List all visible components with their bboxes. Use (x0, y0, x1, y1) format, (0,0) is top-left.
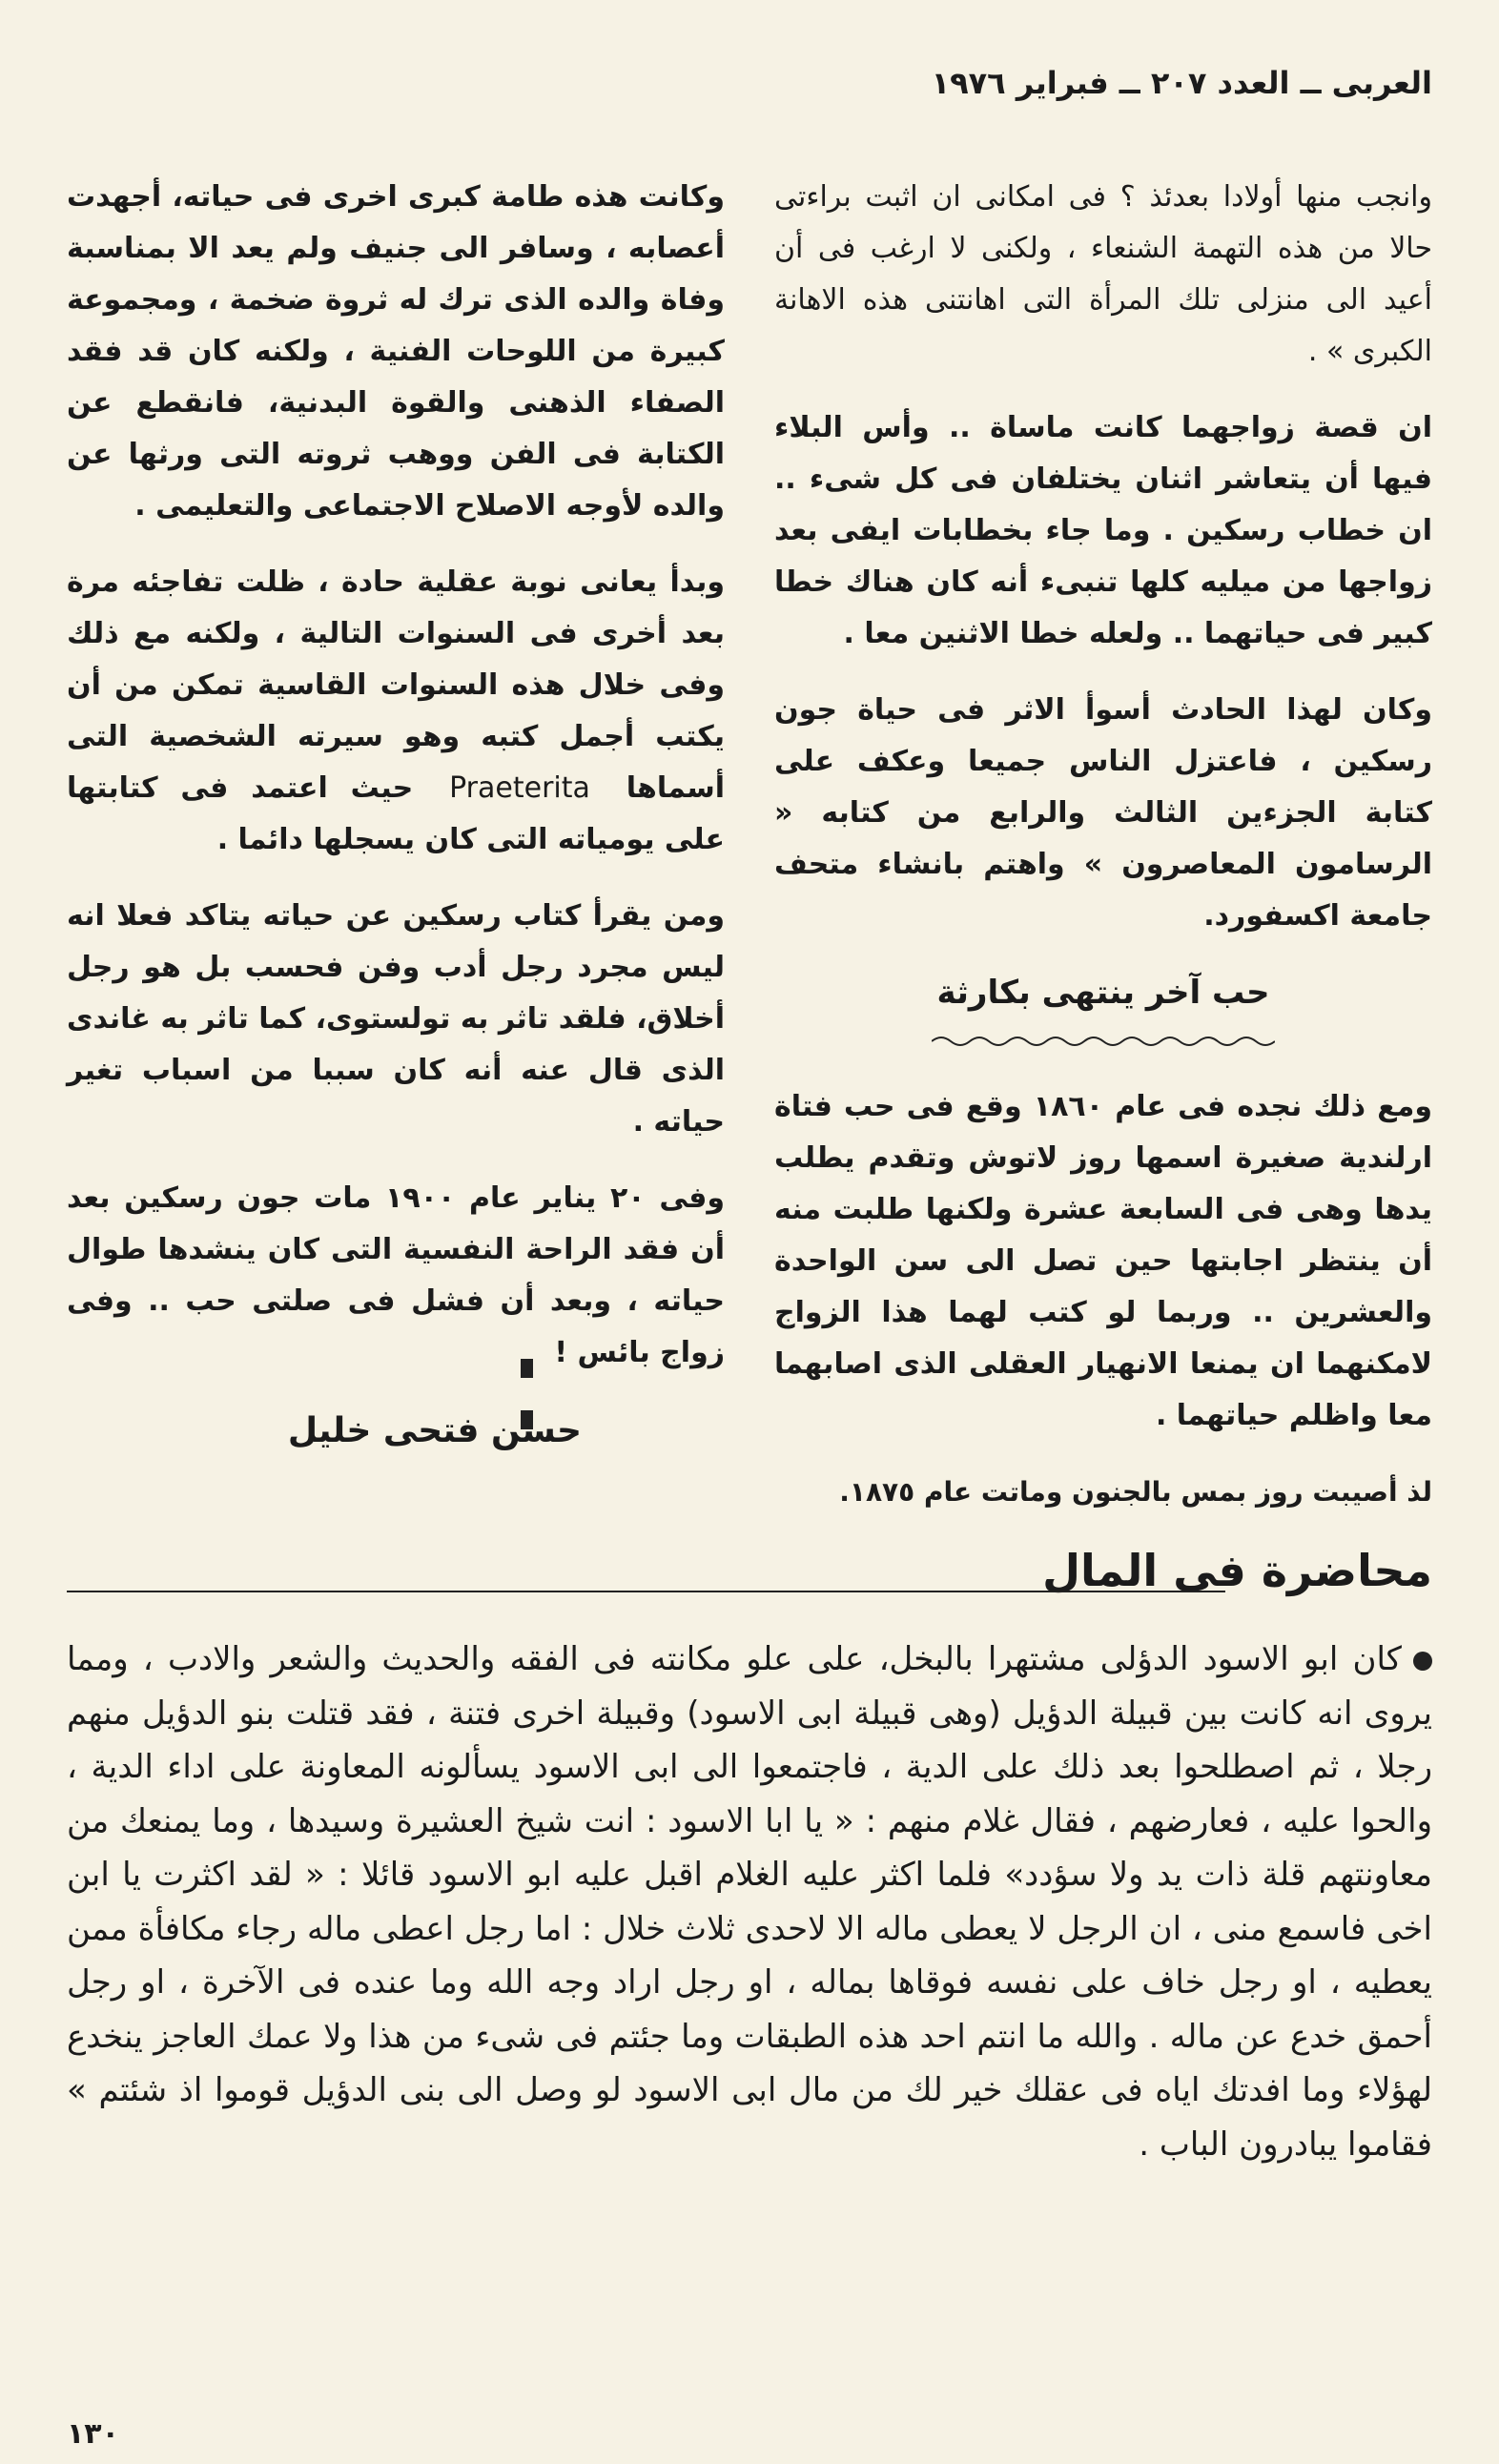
paragraph: وكان لهذا الحادث أسوأ الاثر فى حياة جون رسكين ، فاعتزل الناس جميعا وعكف على كتابة الجزءين الثالث والرابع من كتابه « الرسامون المعاصرون » واهتم بانشاء متحف جامعة اكسفورد. (774, 693, 1432, 933)
author-name: حسن فتحى خليل (287, 1411, 582, 1450)
subheading-block (774, 967, 1432, 1049)
page-number: ١٣٠ (67, 2417, 119, 2451)
section-rule (67, 1591, 1225, 1592)
section-body-text: كان ابو الاسود الدؤلى مشتهرا بالبخل، على علو مكانته فى الفقه والحديث والشعر والادب ، ومما يروى انه كانت بين قبيلة الدؤيل (وهى قبيلة ابى الاسود) وقبيلة اخرى فتنة ، فقد قتلت بنو الدؤيل منهم رجلا ، ثم اصطلحوا بعد ذلك على الدية ، فاجتمعوا الى ابى الاسود يسألونه المعاونة على اداء الدية ، والحوا عليه ، فعارضهم ، فقال غلام منهم : « يا ابا الاسود : انت شيخ العشيرة وسيدها ، وما يمنعك من معاونتهم قلة ذات يد ولا سؤدد» فلما اكثر عليه الغلام اقبل عليه ابو الاسود قائلا : « لقد اكثرت يا ابن اخى فاسمع منى ، ان الرجل لا يعطى ماله الا لاحدى ثلاث خلال : اما رجل اعطى ماله رجاء مكافأة ممن يعطيه ، او رجل خاف على نفسه فوقاها بماله ، او رجل اراد وجه الله وما عنده فى الآخرة ، او رجل أحمق خدع عن ماله . والله ما انتم احد هذه الطبقات وما جئتم فى شىء من هذا ولا عمك العاجز ينخدع لهؤلاء وما افدتك اياه فى عقلك خير لك من مال ابى الاسود لو وصل الى بنى الدؤيل قوموا اذ شئتم » فقاموا يبادرون الباب . (67, 1640, 1432, 2164)
paragraph: ان قصة زواجهما كانت ماساة .. وأس البلاء فيها أن يتعاشر اثنان يختلفان فى كل شىء .. ان خطاب رسكين . وما جاء بخطابات ايفى بعد زواجها من ميليه كلها تنبىء أنه كان هناك خطا كبير فى حياتهما .. ولعله خطا الاثنين معا . (774, 411, 1432, 650)
paragraph: وكانت هذه طامة كبرى اخرى فى حياته، أجهدت أعصابه ، وسافر الى جنيف ولم يعد الا بمناسبة وفاة والده الذى ترك له ثروة ضخمة ، ومجموعة كبيرة من اللوحات الفنية ، ولكنه كان قد فقد الصفاء الذهنى والقوة البدنية، فانقطع عن الكتابة فى الفن ووهب ثروته التى ورثها عن والده لأوجه الاصلاح الاجتماعى والتعليمى . (67, 180, 725, 523)
latin-title: Praeterita (449, 771, 590, 805)
right-column (774, 172, 1432, 1518)
running-head: العربى ــ العدد ٢٠٧ ــ فبراير ١٩٧٦ (931, 65, 1432, 101)
paragraph (67, 557, 725, 866)
paragraph (67, 1173, 725, 1379)
subheading: حب آخر ينتهى بكارثة (936, 974, 1270, 1012)
left-column (67, 172, 725, 1404)
paragraph: ومع ذلك نجده فى عام ١٨٦٠ وقع فى حب فتاة ارلندية صغيرة اسمها روز لاتوش وتقدم يطلب يدها وهى فى السابعة عشرة ولكنها طلبت منه أن ينتظر اجابتها حين تصل الى سن الواحدة والعشرين .. وربما لو كتب لهما هذا الزواج لامكنهما ان يمنعا الانهيار العقلى الذى اصابهما معا واظلم حياتهما . (774, 1090, 1432, 1432)
bullet-icon (1413, 1652, 1432, 1671)
paragraph-text: حيث اعتمد فى كتابتها على يومياته التى كان يسجلها دائما . (67, 771, 725, 856)
paragraph: ومن يقرأ كتاب رسكين عن حياته يتاكد فعلا انه ليس مجرد رجل أدب وفن فحسب بل هو رجل أخلاق، فلقد تاثر به تولستوى، كما تاثر به غاندى الذى قال عنه أنه كان سببا من اسباب تغير حياته . (67, 899, 725, 1139)
section-body (67, 1632, 1432, 2171)
wavy-underline (932, 1034, 1275, 1049)
section-heading-row (67, 1545, 1432, 1612)
paragraph-text: وبدأ يعانى نوبة عقلية حادة ، ظلت تفاجئه مرة بعد أخرى فى السنوات التالية ، ولكنه مع ذلك وفى خلال هذه السنوات القاسية تمكن من أن يكتب أجمل كتبه وهو سيرته الشخصية التى أسماها (67, 565, 725, 805)
paragraph: وانجب منها أولادا بعدئذ ؟ فى امكانى ان اثبت براءتى حالا من هذه التهمة الشنعاء ، ولكنى لا ارغب فى أن أعيد الى منزلى تلك المرأة التى اهانتنى هذه الاهانة الكبرى » . (774, 180, 1432, 368)
section-title: محاضرة فى المال (1042, 1545, 1432, 1596)
end-of-article-mark (504, 1344, 533, 1365)
footnote: لذ أصيبت روز بمس بالجنون وماتت عام ١٨٧٥. (839, 1476, 1432, 1508)
paragraph-text: وفى ٢٠ يناير عام ١٩٠٠ مات جون رسكين بعد أن فقد الراحة النفسية التى كان ينشدها طوال حياته ، وبعد أن فشل فى صلتى حب .. وفى زواج بائس ! (67, 1181, 725, 1369)
